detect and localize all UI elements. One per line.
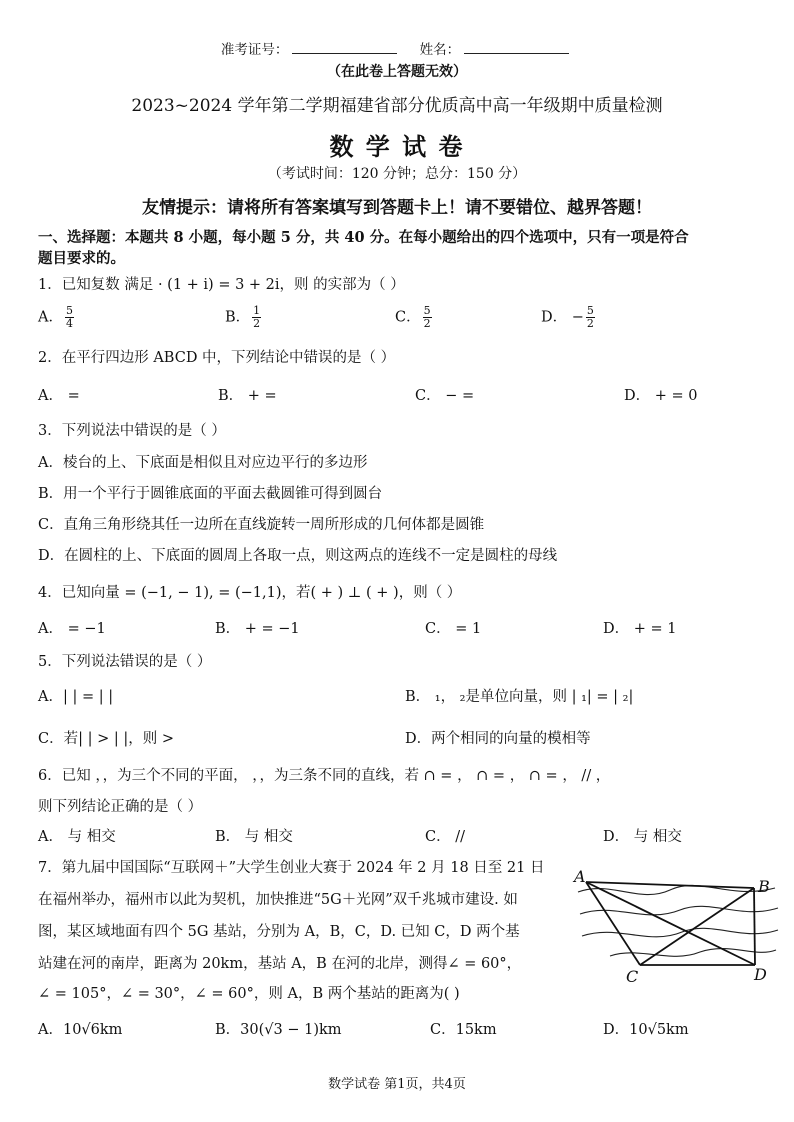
q3-option-a: A．棱台的上、下底面是相似且对应边平行的多边形	[38, 455, 368, 471]
segment-ab	[586, 882, 754, 888]
paper-title: 数 学 试 卷	[329, 132, 465, 161]
q3-option-d: D．在圆柱的上、下底面的圆周上各取一点，则这两点的连线不一定是圆柱的母线	[38, 548, 558, 564]
q7-option-a: A．10√6km	[38, 1022, 123, 1038]
river-waves	[578, 885, 778, 956]
q2-option-a: A． =	[38, 388, 80, 404]
q7-option-d: D．10√5km	[603, 1022, 689, 1038]
q5-stem: 5．下列说法错误的是（ ）	[38, 654, 212, 670]
label-c: C	[626, 967, 639, 986]
q1-a-fraction: $\frac{5}{4}$	[65, 304, 73, 330]
segment-ad	[586, 882, 755, 965]
q7-line2: 在福州举办，福州市以此为契机，加快推进“5G＋光网”双千兆城市建设. 如	[38, 892, 518, 908]
q1-option-b: B． $\frac{1}{2}$	[225, 304, 261, 330]
label-b: B	[758, 877, 770, 896]
label-a: A	[574, 867, 586, 886]
q2-option-c: C． − =	[415, 388, 475, 404]
q7-line4: 站建在河的南岸，距离为 20km，基站 A，B 在河的北岸，测得∠ = 60°，	[38, 956, 522, 972]
q1-option-c: C． $\frac{5}{2}$	[395, 304, 431, 330]
q7-line1: 7．第九届中国国际“互联网＋”大学生创业大赛于 2024 年 2 月 18 日至 21 日	[38, 860, 545, 876]
q1-c-fraction: $\frac{5}{2}$	[423, 304, 431, 330]
q3-option-b: B．用一个平行于圆锥底面的平面去截圆锥可得到圆台	[38, 486, 383, 502]
section1-line2: 题目要求的。	[38, 250, 125, 267]
exam-id-row	[0, 38, 794, 58]
q5-option-b: B． ₁， ₂是单位向量，则 | ₁| = | ₂|	[405, 689, 634, 705]
q7-line3: 图，某区域地面有四个 5G 基站，分别为 A，B，C，D. 已知 C，D 两个基	[38, 924, 520, 940]
q4-stem: 4．已知向量 = (−1, − 1), = (−1,1)，若( + ) ⊥ ( + )，则（ ）	[38, 585, 462, 601]
segment-bd	[754, 888, 755, 965]
quadrilateral	[586, 882, 755, 965]
q6-stem-line2: 则下列结论正确的是（ ）	[38, 799, 203, 815]
q6-option-b: B． 与 相交	[215, 829, 293, 845]
q4-option-d: D． + = 1	[603, 621, 677, 637]
q3-stem: 3．下列说法中错误的是（ ）	[38, 423, 226, 439]
q4-option-b: B． + = −1	[215, 621, 300, 637]
name-blank	[464, 39, 569, 54]
q1-stem: 1．已知复数 满足 · (1 + i) = 3 + 2i，则 的实部为（ ）	[38, 277, 405, 293]
q2-option-d: D． + = 0	[624, 388, 698, 404]
invalid-notice: （在此卷上答题无效）	[327, 64, 467, 80]
label-d: D	[754, 965, 767, 984]
q7-figure	[570, 862, 784, 988]
q1-d-fraction: $\frac{5}{2}$	[586, 304, 594, 330]
page-footer: 数学试卷 第1页，共4页	[328, 1077, 466, 1092]
q6-stem-line1: 6．已知 ，，为三个不同的平面， ，，为三条不同的直线，若 ∩ = ， ∩ = ， ∩ = ， // ，	[38, 768, 611, 784]
q2-stem: 2．在平行四边形 ABCD 中，下列结论中错误的是（ ）	[38, 350, 396, 366]
q6-option-d: D． 与 相交	[603, 829, 682, 845]
q5-option-c: C．若| | > | |，则 >	[38, 731, 174, 747]
name-label: 姓名：	[419, 42, 461, 58]
q6-option-a: A． 与 相交	[38, 829, 116, 845]
q1-option-a: A． $\frac{5}{4}$	[38, 304, 73, 330]
exam-info: （考试时间：120 分钟；总分：150 分）	[267, 166, 527, 182]
q6-option-c: C． //	[425, 829, 465, 845]
q2-option-b: B． + =	[218, 388, 277, 404]
q1-option-d: D． − $\frac{5}{2}$	[541, 304, 594, 330]
q5-option-d: D．两个相同的向量的模相等	[405, 731, 591, 747]
q4-option-c: C． = 1	[425, 621, 482, 637]
exam-id-blank	[292, 39, 397, 54]
river-wave-3	[582, 928, 778, 937]
q7-line5: ∠ = 105°，∠ = 30°，∠ = 60°，则 A，B 两个基站的距离为( )	[38, 986, 460, 1002]
q5-option-a: A．| | = | |	[38, 689, 114, 705]
friendly-tip: 友情提示：请将所有答案填写到答题卡上！请不要错位、越界答题！	[142, 198, 652, 218]
q4-option-a: A． = −1	[38, 621, 106, 637]
section1-line1: 一、选择题：本题共 8 小题，每小题 5 分，共 40 分。在每小题给出的四个选项中，只有一项是符合	[38, 229, 689, 246]
q7-option-b: B．30(√3 − 1)km	[215, 1022, 342, 1038]
q3-option-c: C．直角三角形绕其任一边所在直线旋转一周所形成的几何体都是圆锥	[38, 517, 485, 533]
exam-id-label: 准考证号：	[220, 42, 289, 58]
q7-option-c: C．15km	[430, 1022, 497, 1038]
river-wave-2	[580, 906, 778, 915]
exam-title: 2023~2024 学年第二学期福建省部分优质高中高一年级期中质量检测	[131, 96, 663, 116]
q1-b-fraction: $\frac{1}{2}$	[253, 304, 261, 330]
river-wave-4	[610, 949, 776, 957]
